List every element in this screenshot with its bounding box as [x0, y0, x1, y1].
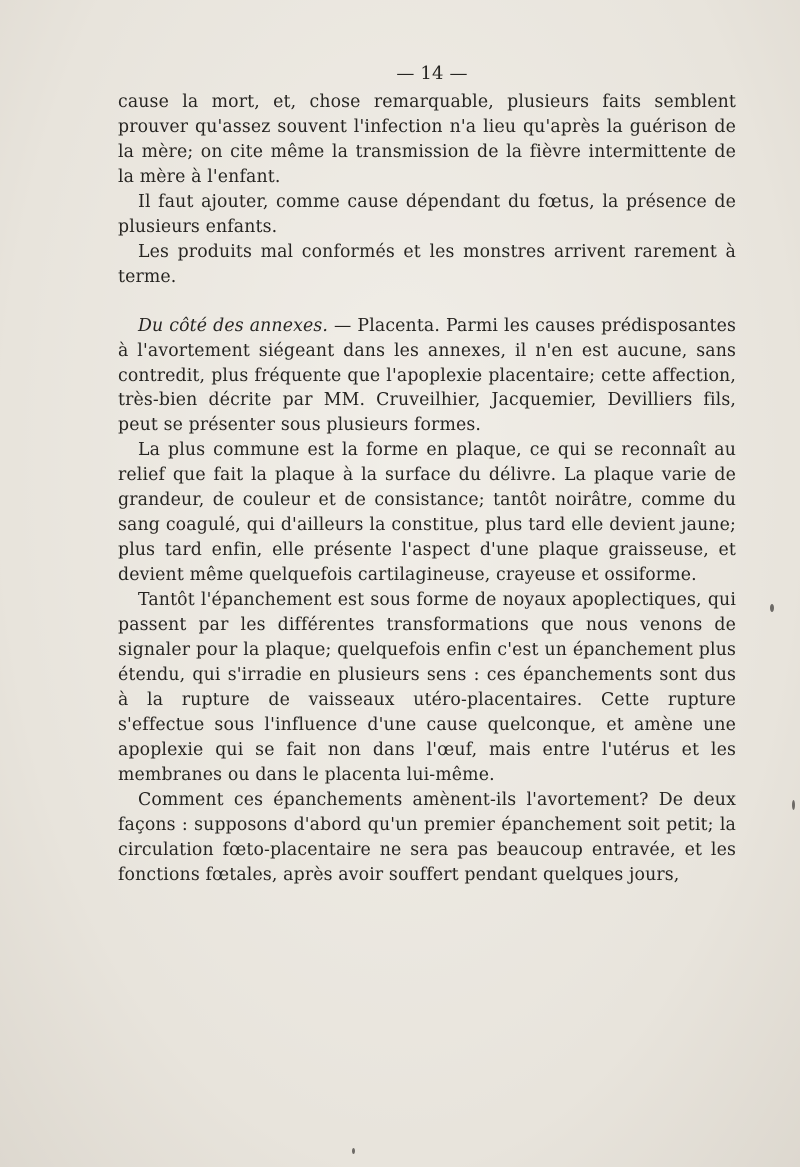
paragraph: Tantôt l'épanchement est sous forme de noyaux apoplectiques, qui passent par les différentes transformations que nous venons de signaler pour la plaque; quelquefois enfin c'est un épanchement plus étendu, qui s'irradie en plusieurs sens : ces épanchements sont dus à la rupture de vaisseaux utéro-placentaires. Cette rupture s'effectue sous l'influence d'une cause quelconque, et amène une apoplexie qui se fait non dans l'œuf, mais entre l'utérus et les membranes ou dans le placenta lui-même. — [118, 590, 736, 785]
ink-speck — [770, 604, 774, 612]
ink-speck — [792, 800, 795, 810]
paragraph: Les produits mal conformés et les monstres arrivent rarement à terme. — [118, 241, 736, 287]
paragraph: Il faut ajouter, comme cause dépendant du fœtus, la présence de plusieurs enfants. — [118, 191, 736, 237]
text-body — [118, 62, 736, 888]
section-paragraph — [118, 314, 736, 439]
ink-speck — [352, 1148, 355, 1154]
section-heading: Du côté des annexes. — [138, 315, 329, 336]
section-text: — Placenta. Parmi les causes prédisposantes à l'avortement siégeant dans les annexes, il n'en est aucune, sans contredit, plus fréquente que l'apoplexie placentaire; cette affection, très-bien décrite par MM. Cruveilhier, Jacquemier, Devilliers fils, peut se présenter sous plusieurs formes. — [118, 315, 736, 436]
paragraph: Comment ces épanchements amènent-ils l'avortement? De deux façons : supposons d'abord qu'un premier épanchement soit petit; la circulation fœto-placentaire ne sera pas beaucoup entravée, et les fonctions fœtales, après avoir souffert pendant quelques jours, — [118, 789, 736, 885]
paragraph: cause la mort, et, chose remarquable, plusieurs faits semblent prouver qu'assez souvent l'infection n'a lieu qu'après la guérison de la mère; on cite même la transmission de la fièvre intermittente de la mère à l'enfant. — [118, 92, 736, 187]
paragraph: La plus commune est la forme en plaque, ce qui se reconnaît au relief que fait la plaque à la surface du délivre. La plaque varie de grandeur, de couleur et de consistance; tantôt noirâtre, comme du sang coagulé, qui d'ailleurs la constitue, plus tard elle devient jaune; plus tard enfin, elle présente l'aspect d'une plaque graisseuse, et devient même quelquefois cartilagineuse, crayeuse et ossiforme. — [118, 440, 736, 586]
page-number: — 14 — — [396, 63, 468, 84]
